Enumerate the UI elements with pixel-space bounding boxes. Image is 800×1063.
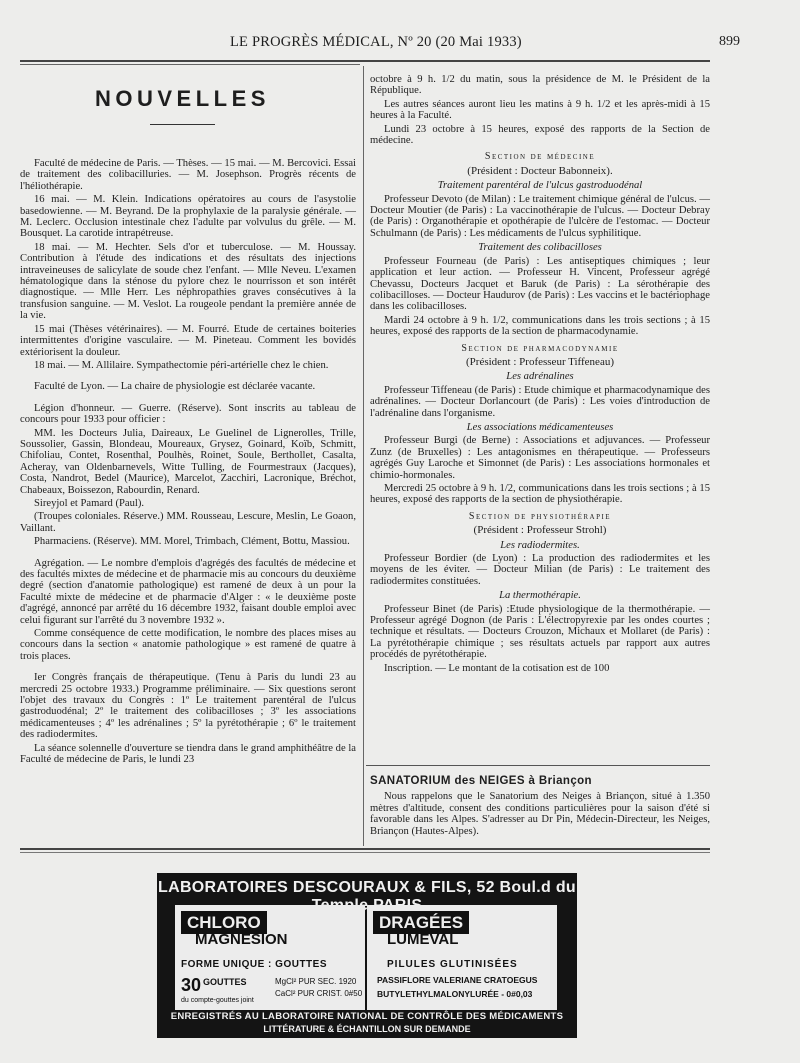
paragraph: Professeur Fourneau (de Paris) : Les antiseptiques chimiques ; leur application et leur action. — Professeur H. Vincent, Professeur agrégé Chevassu, Docteurs Jacquet et Baruk (de Paris) : La sérothérapie des colibacilloses. — Docteur Haudurov (de Paris) : Les vaccins et le bactériophage dans les colibacilloses. (370, 255, 710, 313)
ad-ingredients: BUTYLETHYLMALONYLURÉE - 0#0,03 (377, 989, 533, 999)
paragraph: Comme conséquence de cette modification, le nombre des places mises au concours dans la section « anatomie pathologique » est ramené de quatre à trois places. (20, 628, 356, 662)
paragraph-lyon: Faculté de Lyon. — La chaire de physiologie est déclarée vacante. (34, 381, 316, 393)
paragraph: La séance solennelle d'ouverture se tiendra dans le grand amphithéâtre de la Faculté de médecine de Paris, le lundi 23 (20, 742, 356, 766)
page-header (20, 34, 740, 58)
title-rule (150, 124, 215, 125)
right-column (370, 74, 710, 676)
footer-rule-secondary (20, 852, 710, 853)
paragraph: Pharmaciens. (Réserve). MM. Morel, Trimbach, Clément, Bottu, Massiou. (34, 536, 350, 548)
paragraph: Mercredi 25 octobre à 9 h. 1/2, communications dans les trois sections ; à 15 heures, exposé des rapports de la section de physiothérapie. (370, 483, 710, 506)
sanatorium-notice (370, 776, 710, 839)
section-heading: Section de médecine (484, 151, 596, 163)
left-column (20, 158, 356, 768)
paragraph: 16 mai. — M. Klein. Indications opératoires au cours de l'asystolie basedowienne. — M. Beyrand. De la prophylaxie de la paralysie générale. — M. Leclerc. Occlusion intestinale chez l'adulte par volvulus du grêle. — M. Bousquet. La carotide intrapétreuse. (20, 194, 356, 240)
ad-laboratory-name: LABORATOIRES DESCOURAUX & FILS, 52 Boul.d du (158, 879, 576, 896)
paragraph: Professeur Tiffeneau (de Paris) : Etude chimique et pharmacodynamique des adrénalines. — Docteur Dorlancourt (de Paris) : Les voies d'introduction de l'adrénaline dans l'organisme. (370, 384, 710, 419)
section-heading: Section de physiothérapie (468, 510, 612, 522)
paragraph-congres: Ier Congrès français de thérapeutique. (Tenu à Paris du lundi 23 au mercredi 25 octobre 1933.) Programme préliminaire. — Six questions seront l'objet des travaux du Congrès : 1º Le traitement parentéral de l'ulcus gastroduodénal; 2º le traitement des colibacilloses ; 3º les associations médicamenteuses ; 4º les adrénalines ; 5º la pyrétothérapie ; 6º le traitement des radiodermites. (20, 672, 356, 741)
paragraph: Les autres séances auront lieu les matins à 9 h. 1/2 et les après-midi à 15 heures à la Faculté. (370, 98, 710, 122)
ad-dose-note: du compte-gouttes joint (181, 997, 254, 1004)
journal-title: LE PROGRÈS MÉDICAL, Nº 20 (20 Mai 1933) (230, 34, 522, 50)
paragraph-legion: Légion d'honneur. — Guerre. (Réserve). Sont inscrits au tableau de concours pour 1933 pour officier : (20, 402, 356, 426)
paragraph: Professeur Bordier (de Lyon) : La production des radiodermites et les moyens de les éviter. — Docteur Milian (de Paris) : Le traitement des radiodermites constituées. (370, 553, 710, 587)
page-number: 899 (719, 34, 740, 49)
paragraph: Professeur Devoto (de Milan) : Le traitement chimique général de l'ulcus. — Docteur Moutier (de Paris) : La vaccinothérapie de l'ulcus. — Docteur Debray (de Paris) : Organothérapie et opothérapie de l'ulcère de l'estomac. — Docteur Schulmann (de Paris) : Les médicaments de l'ulcus syphilitique. (370, 193, 710, 239)
ad-brand: LUMEVAL (387, 931, 459, 948)
paragraph: Lundi 23 octobre à 15 heures, exposé des rapports de la Section de médecine. (370, 123, 710, 147)
ad-registration: ENREGISTRÉS AU LABORATOIRE NATIONAL DE CONTRÔLE DES MÉDICAMENTS (170, 1011, 564, 1022)
paragraph: 15 mai (Thèses vétérinaires). — M. Fourré. Etude de certaines boiteries intermittentes d'origine vasculaire. — M. Pineteau. Comment les bovidés extériorisent la douleur. (20, 323, 356, 358)
section-heading: Section de pharmacodynamie (461, 342, 619, 354)
paragraph: 18 mai. — M. Allilaire. Sympathectomie péri-artérielle chez le chien. (34, 359, 329, 371)
paragraph-agregation: Agrégation. — Le nombre d'emplois d'agrégés des facultés de médecine et des facultés mixtes de médecine et de pharmacie mis au concours du deuxième degré (section d'anatomie pathologique) est ramené de deux à un pour la Faculté mixte de médecine et de pharmacie d'Alger : « le deuxième poste d'agrégé, annoncé par arrêté du 16 décembre 1932, faisant double emploi avec celui figurant sur l'arrêté du 3 novembre 1932 ». (20, 557, 356, 626)
ad-brand: DRAGÉES (373, 911, 469, 934)
subsection-title: Les radiodermites. (500, 539, 580, 551)
paragraph: 18 mai. — M. Hechter. Sels d'or et tuberculose. — M. Houssay. Contribution à l'étude des indications et des résultats des injections intraveineuses de salicylate de soude chez l'enfant. — Mlle Neveu. L'examen hématologique dans la sténose du pylore chez le nourrisson et son intérêt diagnostique. — Mlle Herr. Les néphropathies graves consécutives à la transfusion sanguine. — M. Veslot. La rougeole pendant la première année de la vie. (20, 241, 356, 322)
ad-panel-dragees-lumeval (367, 905, 557, 1010)
ad-dose-label: GOUTTES (203, 977, 247, 987)
subsection-title: Traitement parentéral de l'ulcus gastroduodénal (437, 180, 643, 192)
paragraph: MM. les Docteurs Julia, Daireaux, Le Guelinel de Lignerolles, Trille, Soussolier, Gassin, Blondeau, Moureaux, Grysez, Goinard, Koïb, Schmitt, Chifoliau, Contet, Rosenthal, Poulhès, Roinet, Soule, Berthollet, Casalta, Acheray, van Oldenbarnevels, Witte Tulling, de Fourmestraux (Jacques), Costa, Nandrot, Bedel (Maurice), Marcelot, Zacchiri, Lacronique, Bréchot, Chabeaux, Boissezon, Rabourdin, Renard. (20, 427, 356, 496)
paragraph: Professeur Binet (de Paris) :Etude physiologique de la thermothérapie. — Professeur agrégé Dognon (de Paris : L'électropyrexie par les ondes courtes ; technique et résultats. — Docteurs Crouzon, Michaux et Mollaret (de Paris) : La pyrétothérapie chimique ; ses résultats actuels par rapport aux autres procédés de pyrétothérapie. (370, 603, 710, 661)
section-title: NOUVELLES (95, 86, 270, 111)
paragraph: Mardi 24 octobre à 9 h. 1/2, communications dans les trois sections ; à 15 heures, exposé des rapports de la section de pharmacodynamie. (370, 314, 710, 338)
subsection-title: Traitement des colibacilloses (478, 242, 602, 254)
header-rule (20, 60, 710, 62)
paragraph-inscription: Inscription. — Le montant de la cotisation est de 100 (384, 662, 610, 674)
ad-samples: LITTÉRATURE & ÉCHANTILLON SUR DEMANDE (263, 1024, 471, 1034)
ad-brand: MAGNÉSION (195, 931, 288, 948)
sanatorium-title: SANATORIUM des NEIGES à Briançon (370, 775, 592, 787)
column-divider (363, 66, 364, 846)
paragraph: Sireyjol et Pamard (Paul). (34, 497, 145, 509)
section-president: (Président : Docteur Babonneix). (467, 164, 613, 177)
subsection-title: La thermothérapie. (499, 590, 581, 602)
ad-dose-number: 30 (181, 975, 202, 995)
paragraph: Nous rappelons que le Sanatorium des Neiges à Briançon, situé à 1.350 mètres d'altitude, consent des conditions particulières pour la saison d'été si favorable dans les Alpes. S'adresser au Dr Pin, Médecin-Directeur, les Neiges, Briançon (Hautes-Alpes). (370, 791, 710, 837)
ad-formula: MgCl² PUR SEC. 1920 (275, 977, 357, 986)
subsection-title: Les adrénalines (506, 371, 574, 383)
paragraph: Professeur Burgi (de Berne) : Associations et adjuvances. — Professeur Zunz (de Bruxelles) : Les antagonismes en thérapeutique. — Professeurs agrégés Guy Laroche et Simonnet (de Paris) : Les associations hormonales et chimio-hormonales. (370, 435, 710, 481)
footer-rule (20, 848, 710, 850)
ad-form: PILULES GLUTINISÉES (387, 959, 518, 970)
ad-brand: CHLORO (181, 911, 267, 934)
section-president: (Président : Professeur Strohl) (473, 524, 607, 537)
section-president: (Président : Professeur Tiffeneau) (466, 355, 614, 368)
ad-formula: CaCl² PUR CRIST. 0#50 (275, 989, 363, 998)
paragraph: (Troupes coloniales. Réserve.) MM. Rousseau, Lescure, Meslin, Le Goaon, Vaillant. (20, 511, 356, 534)
section-rule (366, 765, 710, 766)
ad-form: FORME UNIQUE : GOUTTES (181, 959, 327, 970)
advertisement (157, 873, 577, 1038)
ad-panel-chloro-magnesion (175, 905, 365, 1010)
paragraph-paris-theses: Faculté de médecine de Paris. — Thèses. — 15 mai. — M. Bercovici. Essai de traitement des colibacilluries. — M. Josephson. Progrès récents de l'héliothérapie. (20, 158, 356, 192)
paragraph: octobre à 9 h. 1/2 du matin, sous la présidence de M. le Président de la République. (370, 74, 710, 97)
header-rule-secondary (20, 64, 360, 65)
subsection-title: Les associations médicamenteuses (466, 421, 614, 433)
ad-ingredients: PASSIFLORE VALERIANE CRATOEGUS (377, 975, 538, 985)
